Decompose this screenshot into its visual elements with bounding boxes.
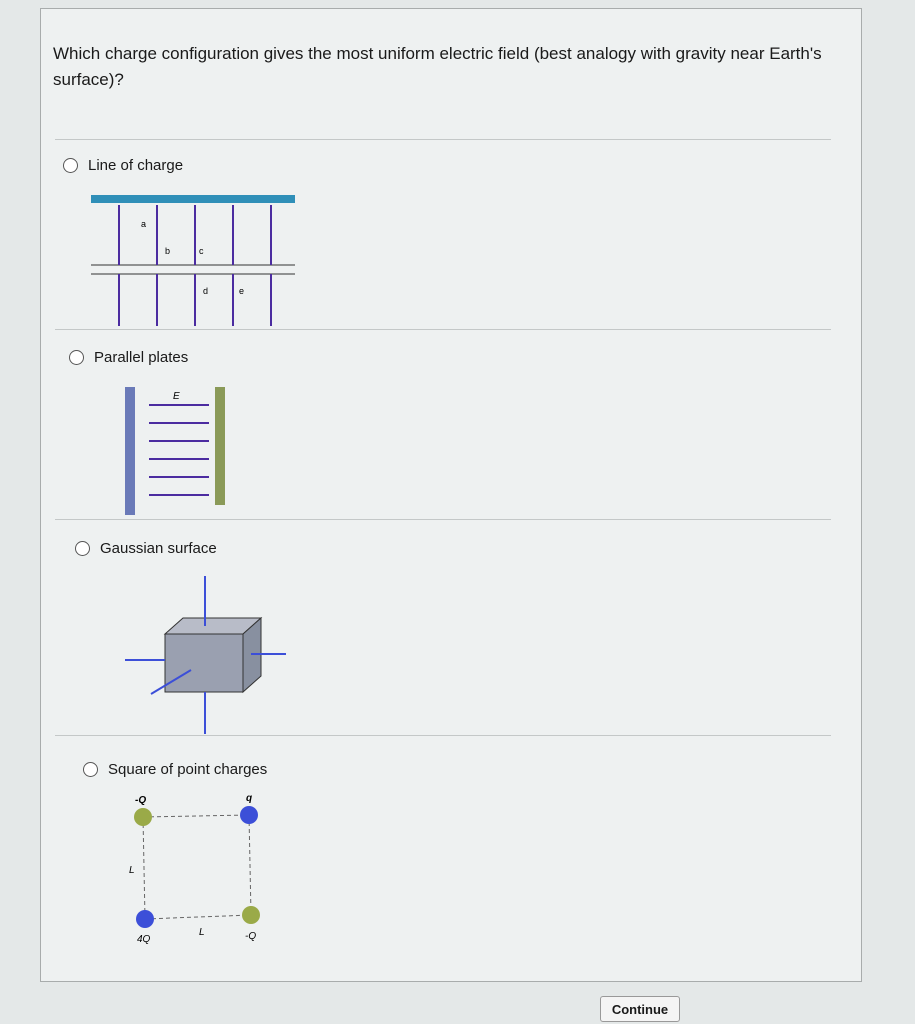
- label-e-field: E: [173, 391, 180, 402]
- label-neg-q: -Q: [245, 931, 257, 942]
- divider: [55, 329, 831, 330]
- line-of-charge-diagram: [89, 191, 299, 331]
- option-square-of-point-charges[interactable]: [83, 761, 267, 778]
- option-label: Square of point charges: [108, 761, 268, 778]
- radio-button[interactable]: [83, 762, 98, 777]
- divider: [55, 139, 831, 140]
- radio-button[interactable]: [69, 350, 84, 365]
- question-card: [40, 8, 862, 982]
- label-a: a: [141, 219, 147, 229]
- label-4q: 4Q: [137, 934, 151, 945]
- option-parallel-plates[interactable]: [69, 349, 188, 366]
- label-c: c: [199, 246, 204, 256]
- label-q: q: [246, 793, 253, 804]
- option-label: Parallel plates: [94, 349, 189, 366]
- divider: [55, 735, 831, 736]
- label-l: L: [199, 927, 205, 938]
- option-line-of-charge[interactable]: [63, 157, 183, 174]
- divider: [55, 519, 831, 520]
- label-b: b: [165, 246, 171, 256]
- label-l: L: [129, 865, 135, 876]
- radio-button[interactable]: [75, 541, 90, 556]
- option-label: Gaussian surface: [100, 540, 217, 557]
- label-neg-q: -Q: [135, 795, 147, 806]
- question-text: Which charge configuration gives the most uniform electric field (best analogy with gravity near Earth's surface)?: [53, 44, 822, 89]
- continue-button[interactable]: Continue: [600, 996, 680, 1022]
- label-d: d: [203, 286, 209, 296]
- radio-button[interactable]: [63, 158, 78, 173]
- label-e: e: [239, 286, 245, 296]
- square-charges-diagram: [121, 789, 271, 949]
- option-gaussian-surface[interactable]: [75, 540, 217, 557]
- parallel-plates-diagram: [123, 383, 233, 523]
- option-label: Line of charge: [88, 157, 184, 174]
- gaussian-surface-diagram: [121, 574, 291, 734]
